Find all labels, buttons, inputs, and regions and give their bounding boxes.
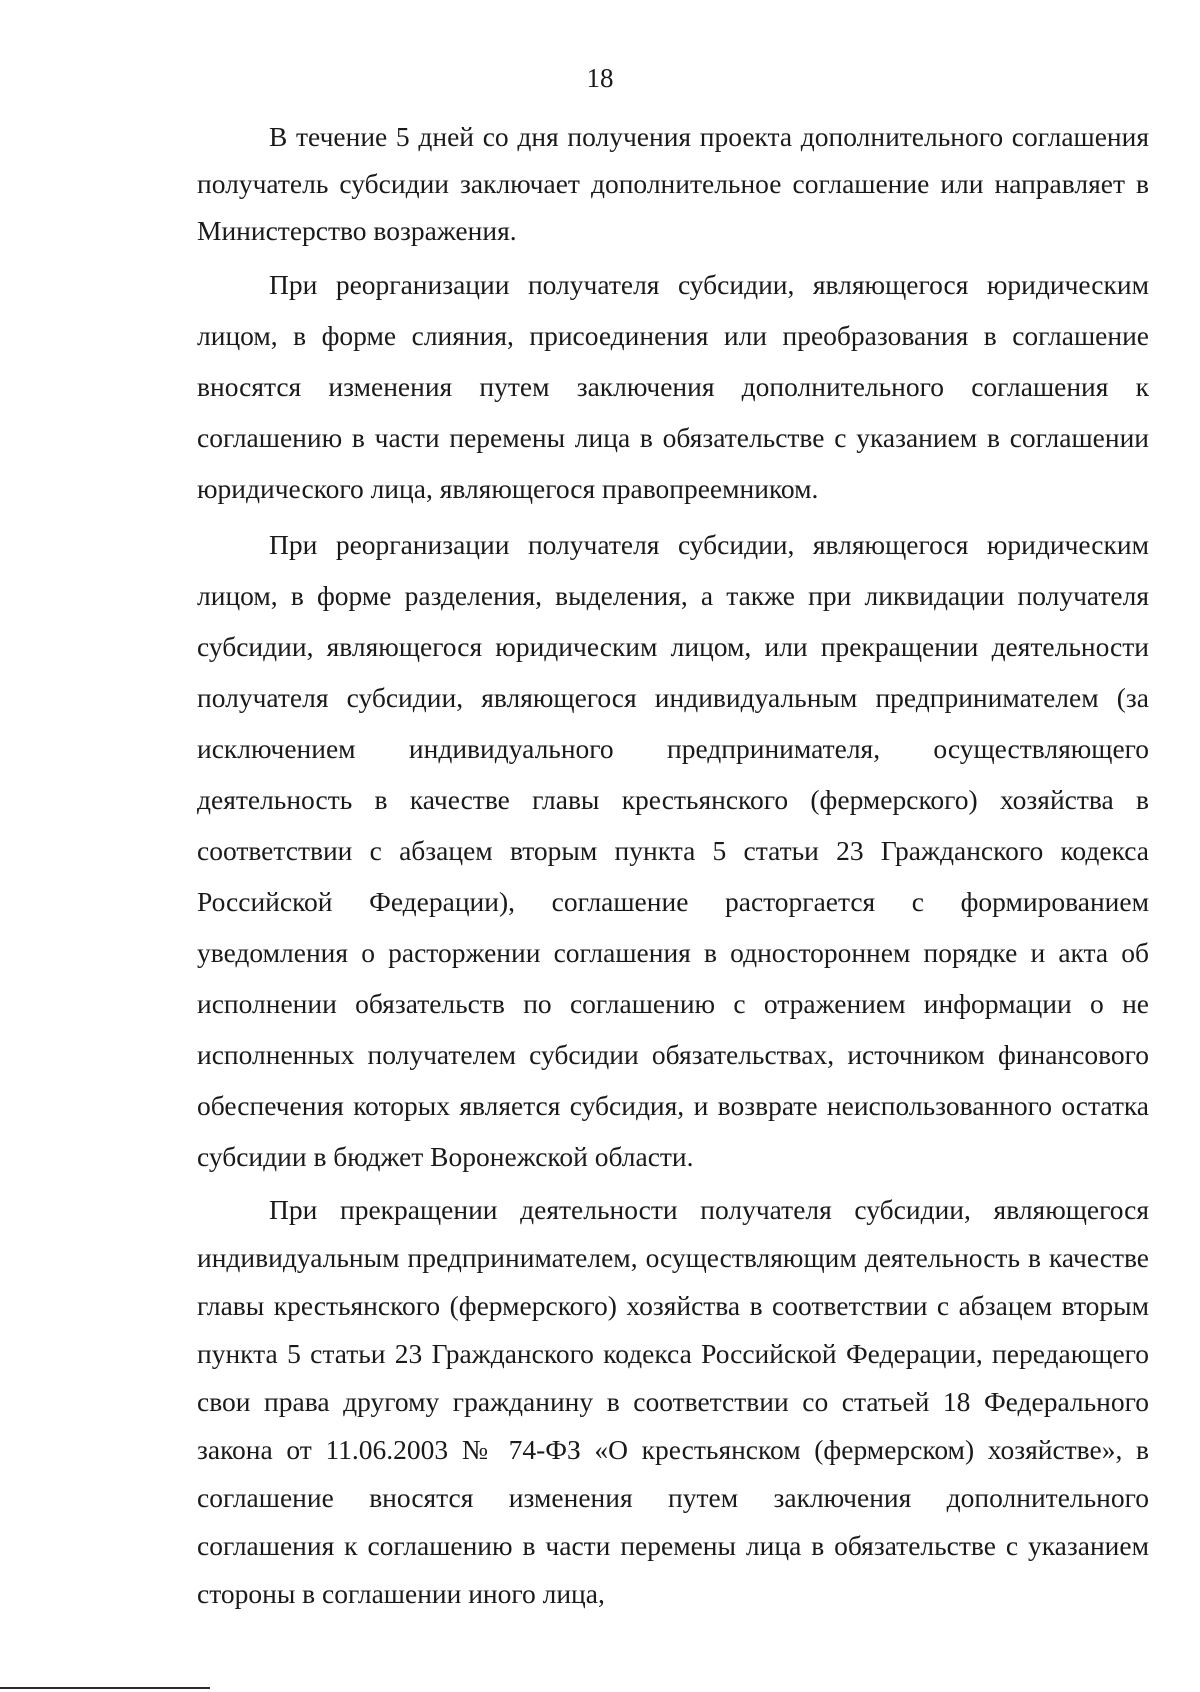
page-number: 18: [586, 63, 614, 93]
paragraph-2: При реорганизации получателя субсидии, являющегося юридическим лицом, в форме слияния, присоединения или преобразования в соглашение вносятся изменения путем заключения дополнительного соглашения к соглашению в части перемены лица в обязательстве с указанием в соглашении юридического лица, являющегося правопреемником.: [197, 269, 1149, 504]
paragraph-block-3: [197, 519, 1149, 1182]
paragraph-block-1: [197, 113, 1149, 254]
paragraph-block-4: [197, 1186, 1149, 1618]
paragraph-4: При прекращении деятельности получателя субсидии, являющегося индивидуальным предпринимателем, осуществляющим деятельность в качестве главы крестьянского (фермерского) хозяйства в соответствии с абзацем вторым пункта 5 статьи 23 Гражданского кодекса Российской Федерации, передающего свои права другому гражданину в соответствии со статьей 18 Федерального закона от 11.06.2003 № 74-ФЗ «О крестьянском (фермерском) хозяйстве», в соглашение вносятся изменения путем заключения дополнительного соглашения к соглашению в части перемены лица в обязательстве с указанием стороны в соглашении иного лица,: [197, 1194, 1149, 1609]
paragraph-1: В течение 5 дней со дня получения проекта дополнительного соглашения получатель субсидии заключает дополнительное соглашение или направляет в Министерство возражения.: [197, 121, 1149, 246]
paragraph-3: При реорганизации получателя субсидии, являющегося юридическим лицом, в форме разделения, выделения, а также при ликвидации получателя субсидии, являющегося юридическим лицом, или прекращении деятельности получателя субсидии, являющегося индивидуальным предпринимателем (за исключением индивидуального предпринимателя, осуществляющего деятельность в качестве главы крестьянского (фермерского) хозяйства в соответствии с абзацем вторым пункта 5 статьи 23 Гражданского кодекса Российской Федерации), соглашение расторгается с формированием уведомления о расторжении соглашения в одностороннем порядке и акта об исполнении обязательств по соглашению с отражением информации о не исполненных получателем субсидии обязательствах, источником финансового обеспечения которых является субсидия, и возврате неиспользованного остатка субсидии в бюджет Воронежской области.: [197, 529, 1149, 1172]
paragraph-block-2: [197, 259, 1149, 514]
footnote-divider: [0, 1687, 210, 1689]
